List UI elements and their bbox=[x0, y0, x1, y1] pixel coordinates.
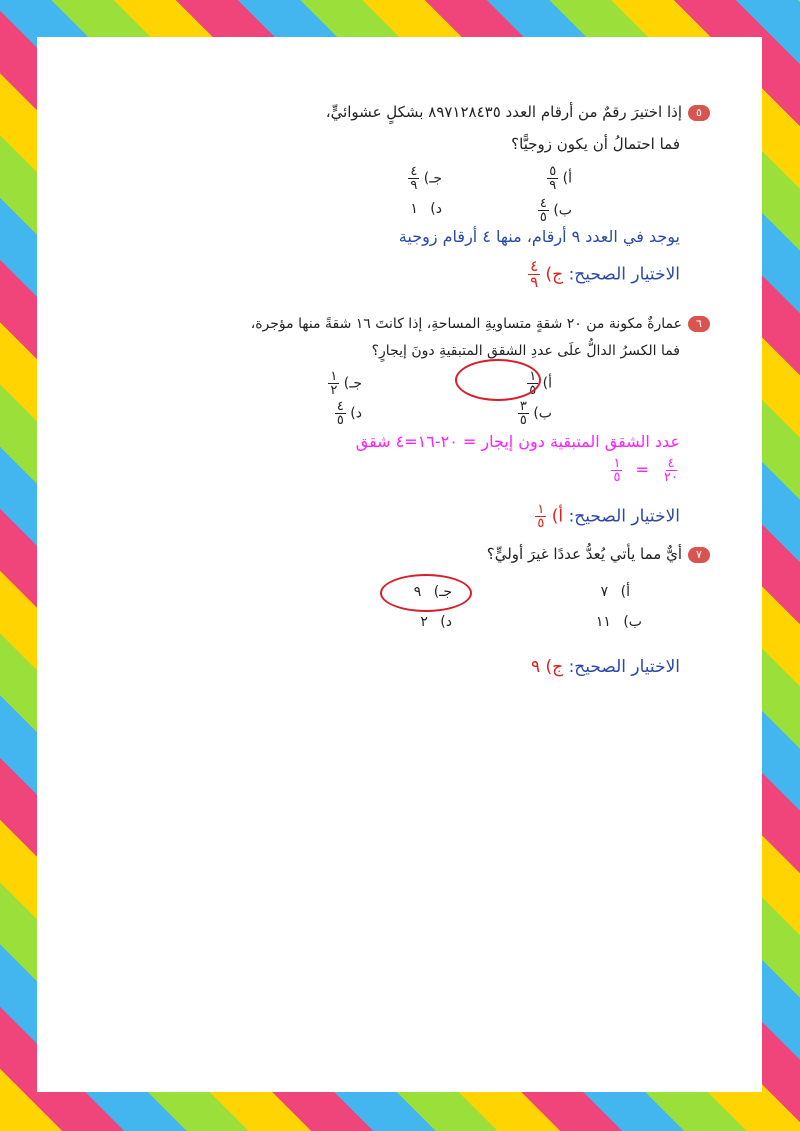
q6-eq-left-den: ٢٠ bbox=[664, 470, 678, 485]
q7-answer bbox=[531, 657, 680, 677]
q6-equation bbox=[611, 457, 680, 484]
q6-option-b bbox=[518, 400, 552, 427]
q5-answer-fraction bbox=[528, 259, 540, 290]
q6-answer bbox=[535, 503, 680, 530]
q5-answer-label: الاختيار الصحيح: bbox=[568, 264, 680, 285]
q5-option-b bbox=[538, 197, 572, 224]
q7-option-d-value: ٢ bbox=[420, 614, 428, 630]
q5-option-a-num: ٥ bbox=[549, 164, 557, 179]
q5-option-c-letter: جـ) bbox=[423, 170, 442, 187]
question-5-line-2: فما احتمالُ أن يكون زوجيًّا؟ bbox=[511, 135, 680, 153]
question-5-text-1: إذا اختيرَ رقمٌ من أرقام العدد ٨٩٧١٢٨٤٣٥ بشكلٍ عشوائيٍّ، bbox=[325, 103, 682, 121]
q6-option-c-fraction bbox=[328, 370, 339, 397]
q5-option-d-value: ١ bbox=[410, 201, 418, 217]
question-6-line-2: فما الكسرُ الدالُّ علَى عددِ الشققِ المتبقيةِ دونَ إيجارٍ؟ bbox=[371, 343, 680, 359]
question-6-number-badge: ٦ bbox=[688, 316, 710, 332]
q5-option-c-num: ٤ bbox=[410, 164, 418, 179]
q5-option-a bbox=[547, 165, 572, 192]
q6-option-b-num: ٣ bbox=[519, 399, 527, 414]
q6-eq-left-num: ٤ bbox=[667, 456, 675, 471]
question-5-number-badge: ٥ bbox=[688, 105, 710, 121]
q7-option-c-letter: جـ) bbox=[433, 584, 452, 600]
q6-eq-right-num: ١ bbox=[613, 456, 621, 471]
q5-option-a-den: ٩ bbox=[549, 178, 557, 193]
q6-answer-den: ٥ bbox=[537, 516, 545, 531]
q6-option-c-letter: جـ) bbox=[343, 375, 362, 392]
q6-option-d-letter: د) bbox=[350, 405, 362, 422]
q6-option-d-den: ٥ bbox=[336, 413, 344, 428]
question-7-text-1: أيٌّ مما يأتي يُعدُّ عددًا غيرَ أوليٍّ؟ bbox=[486, 545, 682, 563]
q6-answer-letter: أ) bbox=[551, 506, 564, 527]
q6-option-c bbox=[328, 370, 362, 397]
q6-option-a-letter: أ) bbox=[542, 375, 552, 392]
q7-option-a bbox=[601, 584, 630, 600]
q6-option-b-den: ٥ bbox=[519, 413, 527, 428]
q6-option-c-num: ١ bbox=[330, 369, 338, 384]
question-5-line-1 bbox=[326, 103, 710, 121]
q7-option-b-letter: ب) bbox=[623, 614, 642, 630]
q5-option-b-num: ٤ bbox=[539, 196, 547, 211]
q5-option-a-letter: أ) bbox=[562, 170, 572, 187]
q6-answer-num: ١ bbox=[537, 502, 545, 517]
q7-answer-value: ج) ٩ bbox=[531, 657, 564, 677]
q5-option-a-fraction bbox=[547, 165, 558, 192]
worksheet-page bbox=[37, 37, 762, 1092]
q5-answer-num: ٤ bbox=[530, 257, 539, 275]
q7-option-b bbox=[596, 614, 642, 630]
q6-option-b-fraction bbox=[518, 400, 529, 427]
q5-option-b-fraction bbox=[538, 197, 549, 224]
question-7-number-badge: ٧ bbox=[688, 547, 710, 563]
q7-answer-label: الاختيار الصحيح: bbox=[568, 657, 680, 677]
q6-option-b-letter: ب) bbox=[533, 405, 552, 422]
q5-option-c-den: ٩ bbox=[410, 178, 418, 193]
q5-answer bbox=[528, 259, 680, 290]
q5-option-c-fraction bbox=[408, 165, 419, 192]
q7-option-a-letter: أ) bbox=[620, 584, 630, 600]
q5-explanation: يوجد في العدد ٩ أرقام، منها ٤ أرقام زوجية bbox=[398, 227, 680, 246]
q7-option-c bbox=[414, 584, 452, 600]
q6-answer-fraction bbox=[535, 503, 546, 530]
q7-option-d-letter: د) bbox=[440, 614, 452, 630]
q6-eq-right-den: ٥ bbox=[613, 470, 621, 485]
q6-option-a-num: ١ bbox=[529, 369, 537, 384]
q6-eq-left-fraction bbox=[662, 457, 680, 484]
q5-option-d-letter: د) bbox=[430, 201, 442, 217]
q5-option-c bbox=[408, 165, 442, 192]
question-6-line-1 bbox=[251, 316, 710, 332]
q5-option-b-den: ٥ bbox=[539, 210, 547, 225]
q6-answer-label: الاختيار الصحيح: bbox=[568, 506, 680, 527]
question-6-text-1: عمارةٌ مكونة من ٢٠ شقةٍ متساويةِ المساحةِ، إذا كانتَ ١٦ شقةً منها مؤجرة، bbox=[250, 316, 682, 332]
q5-option-d bbox=[410, 201, 442, 217]
q6-eq-sign: = bbox=[635, 460, 649, 479]
q6-option-d-fraction bbox=[335, 400, 346, 427]
q6-explanation: عدد الشقق المتبقية دون إيجار = ٢٠-١٦=٤ شقق bbox=[355, 432, 680, 451]
q5-answer-den: ٩ bbox=[530, 273, 539, 291]
q6-eq-right-fraction bbox=[611, 457, 622, 484]
q7-option-b-value: ١١ bbox=[595, 614, 611, 630]
q7-option-d bbox=[420, 614, 452, 630]
q6-option-d bbox=[335, 400, 362, 427]
q6-option-c-den: ٢ bbox=[330, 383, 338, 398]
q7-option-a-value: ٧ bbox=[600, 584, 609, 600]
q5-answer-letter: ج) bbox=[545, 264, 564, 285]
question-7-line-1 bbox=[487, 545, 710, 563]
q7-option-c-value: ٩ bbox=[413, 584, 422, 600]
q6-option-d-num: ٤ bbox=[336, 399, 344, 414]
q5-option-b-letter: ب) bbox=[553, 202, 572, 219]
q6-correct-circle bbox=[455, 359, 541, 401]
q6-option-a-den: ٥ bbox=[529, 383, 537, 398]
